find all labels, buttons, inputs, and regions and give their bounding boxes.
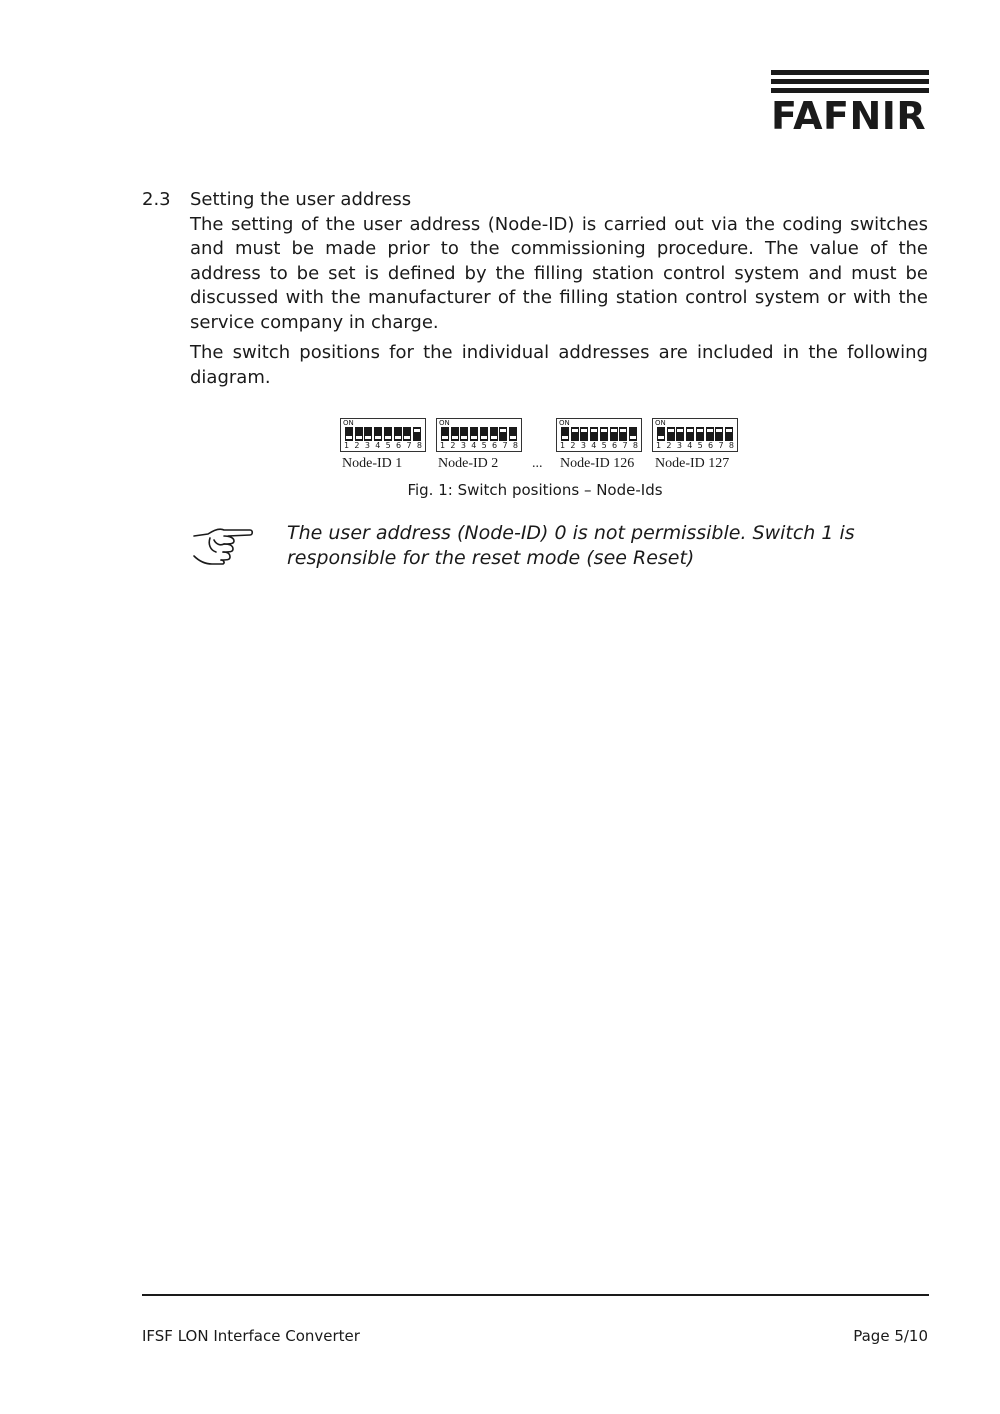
switch-number: 2: [666, 441, 672, 450]
switch-toggle: [610, 427, 618, 441]
switch-toggle: [629, 427, 637, 441]
switch-number: 5: [697, 441, 703, 450]
switch-number: 4: [591, 441, 597, 450]
section-paragraph-1: The setting of the user address (Node-ID) is carried out via the coding switches and must be made prior to the commissioning procedure. The value of the address to be set is defined by the filling station control system and must be discussed with the manufacturer of the filling station control system or with the service company in charge.: [190, 213, 928, 333]
switch-number: 5: [385, 441, 391, 450]
node-id-label: Node-ID 126: [560, 456, 635, 471]
switch-toggle: [509, 427, 517, 441]
switch-on-label: ON: [343, 419, 354, 427]
switch-number: 7: [718, 441, 724, 450]
switch-toggle: [657, 427, 665, 441]
switch-toggle: [345, 427, 353, 441]
switch-toggle: [696, 427, 704, 441]
switch-toggle: [413, 427, 421, 441]
switch-number: 6: [612, 441, 618, 450]
switch-on-label: ON: [655, 419, 666, 427]
switch-toggle: [561, 427, 569, 441]
ellipsis: ...: [532, 456, 543, 471]
switch-number: 7: [502, 441, 508, 450]
section-paragraph-2: The switch positions for the individual addresses are included in the following diagram.: [190, 342, 928, 388]
note-text: The user address (Node-ID) 0 is not permissible. Switch 1 is responsible for the reset mode (see Reset): [287, 522, 855, 569]
switch-number: 5: [481, 441, 487, 450]
switch-toggle: [355, 427, 363, 441]
switch-on-label: ON: [559, 419, 570, 427]
logo-text: FAFNIR: [771, 94, 927, 138]
switch-number: 2: [354, 441, 360, 450]
switch-toggle: [706, 427, 714, 441]
switch-toggle: [374, 427, 382, 441]
switch-number: 7: [406, 441, 412, 450]
switch-number: 4: [687, 441, 693, 450]
footer-rule: [142, 1294, 929, 1296]
switch-toggle: [571, 427, 579, 441]
switch-number: 6: [492, 441, 498, 450]
switch-figure: [0, 418, 1000, 508]
node-id-label: Node-ID 2: [438, 456, 499, 471]
switch-toggle: [480, 427, 488, 441]
dip-switch: [340, 418, 426, 452]
switch-toggle: [403, 427, 411, 441]
switch-toggle: [725, 427, 733, 441]
switch-number: 1: [344, 441, 350, 450]
switch-toggle: [384, 427, 392, 441]
switch-number: 6: [396, 441, 402, 450]
switch-toggle: [394, 427, 402, 441]
section-body: [190, 188, 928, 390]
fafnir-logo: [771, 70, 929, 138]
switch-toggle: [451, 427, 459, 441]
switch-number: 3: [460, 441, 466, 450]
node-id-label: Node-ID 127: [655, 456, 730, 471]
switch-number: 8: [728, 441, 734, 450]
switch-number: 7: [622, 441, 628, 450]
node-id-label: Node-ID 1: [342, 456, 403, 471]
section-title: Setting the user address: [190, 189, 412, 210]
switch-number: 4: [375, 441, 381, 450]
dip-switch: [556, 418, 642, 452]
switch-toggle: [499, 427, 507, 441]
section-number: 2.3: [142, 189, 171, 210]
switch-toggle: [676, 427, 684, 441]
switch-number: 6: [708, 441, 714, 450]
switch-toggle: [441, 427, 449, 441]
switch-toggle: [580, 427, 588, 441]
switch-number: 8: [632, 441, 638, 450]
switch-number: 3: [580, 441, 586, 450]
switch-number: 3: [364, 441, 370, 450]
switch-number: 3: [676, 441, 682, 450]
switch-number: 1: [560, 441, 566, 450]
switch-toggle: [715, 427, 723, 441]
switch-number: 2: [570, 441, 576, 450]
logo-stripes: [771, 70, 929, 93]
footer-page-number: Page 5/10: [853, 1327, 928, 1345]
pointing-hand-icon: [190, 522, 254, 566]
switch-number: 8: [416, 441, 422, 450]
dip-switch: [652, 418, 738, 452]
switch-toggle: [686, 427, 694, 441]
switch-toggle: [667, 427, 675, 441]
switch-toggle: [470, 427, 478, 441]
switch-number: 1: [656, 441, 662, 450]
switch-on-label: ON: [439, 419, 450, 427]
footer-document-title: IFSF LON Interface Converter: [142, 1327, 360, 1345]
switch-toggle: [460, 427, 468, 441]
switch-toggle: [590, 427, 598, 441]
dip-switch: [436, 418, 522, 452]
switch-toggle: [619, 427, 627, 441]
switch-number: 2: [450, 441, 456, 450]
switch-number: 4: [471, 441, 477, 450]
switch-toggle: [364, 427, 372, 441]
switch-number: 1: [440, 441, 446, 450]
switch-number: 5: [601, 441, 607, 450]
figure-caption: Fig. 1: Switch positions – Node-Ids: [407, 481, 663, 499]
switch-number: 8: [512, 441, 518, 450]
switch-toggle: [600, 427, 608, 441]
switch-toggle: [490, 427, 498, 441]
